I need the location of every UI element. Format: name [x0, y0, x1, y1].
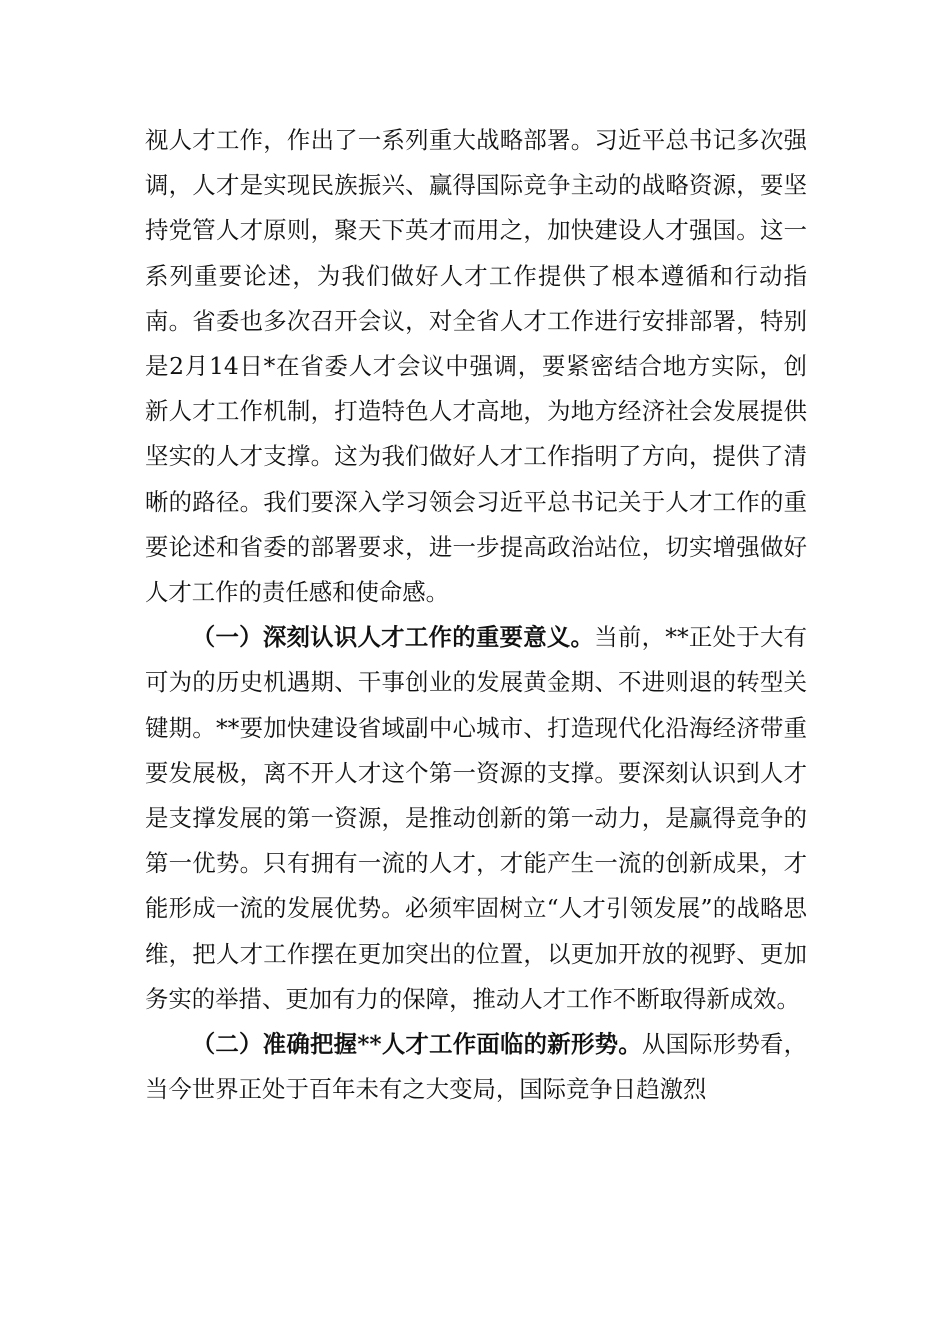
- paragraph-2-heading: （一）深刻认识人才工作的重要意义。: [191, 623, 595, 652]
- paragraph-1: [145, 118, 807, 615]
- paragraph-1-text: 视人才工作，作出了一系列重大战略部署。习近平总书记多次强调，人才是实现民族振兴、赢得国际竞争主动的战略资源，要坚持党管人才原则，聚天下英才而用之，加快建设人才强国。这一系列重要论述，为我们做好人才工作提供了根本遵循和行动指南。省委也多次召开会议，对全省人才工作进行安排部署，特别是2月14日*在省委人才会议中强调，要紧密结合地方实际，创新人才工作机制，打造特色人才高地，为地方经济社会发展提供坚实的人才支撑。这为我们做好人才工作指明了方向，提供了清晰的路径。我们要深入学习领会习近平总书记关于人才工作的重要论述和省委的部署要求，进一步提高政治站位，切实增强做好人才工作的责任感和使命感。: [145, 126, 807, 607]
- paragraph-3: [145, 1022, 807, 1112]
- paragraph-3-text: 从国际形势看，当今世界正处于百年未有之大变局，国际竞争日趋激烈: [145, 1030, 807, 1104]
- document-body: [145, 118, 807, 1112]
- paragraph-3-heading: （二）准确把握**人才工作面临的新形势。: [191, 1030, 642, 1059]
- paragraph-2: [145, 615, 807, 1022]
- paragraph-2-text: 当前，**正处于大有可为的历史机遇期、干事创业的发展黄金期、不进则退的转型关键期。**要加快建设省域副中心城市、打造现代化沿海经济带重要发展极，离不开人才这个第一资源的支撑。要深刻认识到人才是支撑发展的第一资源，是推动创新的第一动力，是赢得竞争的第一优势。只有拥有一流的人才，才能产生一流的创新成果，才能形成一流的发展优势。必须牢固树立“人才引领发展”的战略思维，把人才工作摆在更加突出的位置，以更加开放的视野、更加务实的举措、更加有力的保障，推动人才工作不断取得新成效。: [145, 623, 808, 1013]
